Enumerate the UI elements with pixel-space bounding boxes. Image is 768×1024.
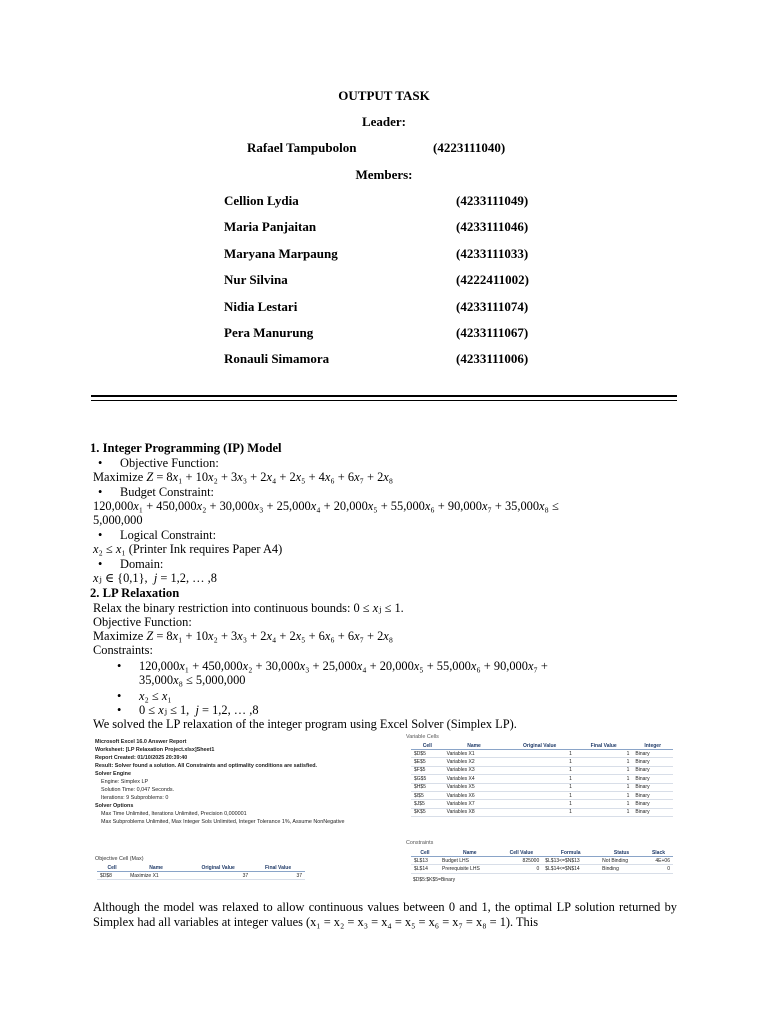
leader-nim: (4223111040) (433, 140, 506, 155)
lp-budget-coef: 35,000 (139, 673, 174, 687)
option-line: Max Time Unlimited, Iterations Unlimited, Precision 0,000001 (101, 811, 247, 817)
table-row (411, 808, 673, 816)
domain-set: ∈ {0,1}, (101, 571, 148, 585)
table-cell: 1 (575, 800, 633, 808)
table-cell: 1 (575, 758, 633, 766)
section-heading: 2. LP Relaxation (90, 586, 180, 600)
table-cell: 1 (504, 800, 574, 808)
table-cell: Binary (632, 750, 673, 758)
bullet-logical: Logical Constraint: (120, 528, 217, 542)
leader-label: Leader: (361, 114, 407, 129)
engine-value: Engine: Simplex LP (101, 779, 149, 785)
bullet-dot-icon: • (98, 485, 103, 499)
column-header: Original Value (504, 742, 574, 750)
constraints-table (411, 849, 673, 874)
table-cell: 1 (575, 808, 633, 816)
table-row (411, 857, 673, 865)
column-header: Original Value (185, 864, 251, 872)
column-header: Formula (542, 849, 599, 857)
member-nim: (4233111067) (456, 325, 529, 340)
report-worksheet: Worksheet: [LP Relaxation Project.xlsx]Sheet1 (95, 747, 215, 753)
column-header: Cell (411, 742, 444, 750)
table-cell: Variables X3 (444, 766, 505, 774)
table-cell: Prerequisite LHS (439, 865, 501, 873)
column-header: Status (599, 849, 644, 857)
lp-budget-constraint: 120,000x₁ + 450,000x₂ + 30,000x₃ + 25,000x₄ + 20,000x₅ + 55,000x₆ + 90,000x₇ + (139, 659, 548, 673)
table-cell: $K$5 (411, 808, 444, 816)
column-header: Name (439, 849, 501, 857)
column-header: Final Value (575, 742, 633, 750)
table-row (411, 800, 673, 808)
budget-constraint: 120,000x₁ + 450,000x₂ + 30,000x₃ + 25,000x₄ + 20,000x₅ + 55,000x₆ + 90,000x₇ + 35,000x₈ ≤ (93, 499, 559, 513)
member-nim: (4233111046) (456, 219, 529, 234)
table-cell: $H$5 (411, 783, 444, 791)
table-cell: $L$14<=$N$14 (542, 865, 599, 873)
table-cell: 37 (251, 872, 305, 880)
document-title: OUTPUT TASK (338, 88, 430, 103)
constraints-label: Constraints: (93, 643, 153, 657)
table-header-row (411, 742, 673, 750)
table-cell: Binary (632, 758, 673, 766)
table-cell: $L$13 (411, 857, 439, 865)
table-cell: Variables X8 (444, 808, 505, 816)
table-cell: 1 (504, 791, 574, 799)
table-header-row (97, 864, 305, 872)
table-cell: Variables X7 (444, 800, 505, 808)
table-cell: $D$8 (97, 872, 127, 880)
table-cell: 1 (504, 766, 574, 774)
variable-cells-table (411, 742, 673, 817)
relax-label: Relax the binary restriction into continuous bounds: (93, 601, 354, 615)
member-name: Cellion Lydia (224, 193, 299, 208)
member-name: Pera Manurung (224, 325, 314, 340)
solver-note: We solved the LP relaxation of the integer program using Excel Solver (Simplex LP). (93, 717, 517, 731)
relax-text: Relax the binary restriction into continuous bounds: 0 ≤ xⱼ ≤ 1. (93, 601, 404, 615)
lp-budget-tail: 35,000x₈ ≤ 5,000,000 (139, 673, 246, 687)
objective-function-lp: Maximize Z = 8x₁ + 10x₂ + 3x₃ + 2x₄ + 2x₅ + 6x₆ + 6x₇ + 2x₈ (93, 629, 394, 643)
conclusion-paragraph: Although the model was relaxed to allow continuous values between 0 and 1, the optimal LP solution returned by Simplex had all variables at integer values (x₁ = x₂ = x₃ = x₄ = x₅ = x₆ = x₇ = x₈ = 1). This (93, 900, 677, 929)
iterations: Iterations: 9 Subproblems: 0 (101, 795, 169, 801)
lp-bounds: 0 ≤ xⱼ ≤ 1, j = 1,2, … ,8 (139, 703, 259, 717)
table-cell: Binding (599, 865, 644, 873)
table-cell: 1 (575, 775, 633, 783)
members-label: Members: (355, 167, 413, 182)
table-cell: $E$5 (411, 758, 444, 766)
report-result: Result: Solver found a solution. All Constraints and optimality conditions are satisfied. (95, 763, 318, 769)
report-created: Report Created: 01/10/2025 20:39:40 (95, 755, 188, 761)
solver-answer-report-image (93, 737, 403, 889)
table-row (411, 865, 673, 873)
table-cell: Binary (632, 783, 673, 791)
lp-budget-end: ≤ 5,000,000 (182, 673, 246, 687)
report-title: Microsoft Excel 16.0 Answer Report (95, 739, 187, 745)
table-cell: $L$14 (411, 865, 439, 873)
bullet-dot-icon: • (117, 703, 122, 717)
table-cell: Binary (632, 766, 673, 774)
member-name: Ronauli Simamora (224, 351, 330, 366)
column-header: Integer (632, 742, 673, 750)
lp-logical-constraint: x₂ ≤ x₁ (139, 689, 172, 703)
objective-label: Objective Function: (93, 615, 192, 629)
member-nim: (4233111033) (456, 246, 529, 261)
table-cell: Binary (632, 791, 673, 799)
table-cell: 0 (501, 865, 543, 873)
bullet-objective: Objective Function: (120, 456, 219, 470)
table-cell: Variables X6 (444, 791, 505, 799)
column-header: Name (127, 864, 185, 872)
leader-name: Rafael Tampubolon (247, 140, 357, 155)
logical-note: (Printer Ink requires Paper A4) (125, 542, 283, 556)
table-row (411, 758, 673, 766)
table-cell: 1 (575, 791, 633, 799)
table-cell: Not Binding (599, 857, 644, 865)
bullet-dot-icon: • (98, 557, 103, 571)
table-cell: $D$5 (411, 750, 444, 758)
table-row (411, 791, 673, 799)
table-cell: $J$5 (411, 800, 444, 808)
table-cell: 1 (504, 808, 574, 816)
engine-label: Solver Engine (95, 771, 131, 777)
domain-range: = 1,2, … ,8 (157, 571, 217, 585)
member-name: Maria Panjaitan (224, 219, 317, 234)
table-cell: $G$5 (411, 775, 444, 783)
table-cell: Budget LHS (439, 857, 501, 865)
budget-limit: 5,000,000 (93, 513, 143, 527)
logical-constraint: x₂ ≤ x₁ (Printer Ink requires Paper A4) (93, 542, 283, 556)
table-row (411, 775, 673, 783)
table-cell: 1 (575, 750, 633, 758)
objective-function: Maximize Z = 8x₁ + 10x₂ + 3x₃ + 2x₄ + 2x₅ + 4x₆ + 6x₇ + 2x₈ (93, 470, 394, 484)
table-cell: $I$5 (411, 791, 444, 799)
member-nim: (4233111074) (456, 299, 529, 314)
column-header: Name (444, 742, 505, 750)
solution-time: Solution Time: 0,047 Seconds. (101, 787, 175, 793)
options-label: Solver Options (95, 803, 134, 809)
constraints-table-label: Constraints (406, 840, 434, 846)
table-cell: Binary (632, 775, 673, 783)
member-name: Nur Silvina (224, 272, 288, 287)
table-cell: Variables X4 (444, 775, 505, 783)
table-cell: Variables X2 (444, 758, 505, 766)
bullet-domain: Domain: (120, 557, 164, 571)
member-nim: (4233111049) (456, 193, 529, 208)
table-row (411, 750, 673, 758)
table-cell: 825000 (501, 857, 543, 865)
objective-cell-label: Objective Cell (Max) (95, 856, 144, 862)
table-cell: 1 (575, 766, 633, 774)
table-cell: 1 (504, 750, 574, 758)
column-header: Cell (97, 864, 127, 872)
domain-constraint: xⱼ ∈ {0,1}, j = 1,2, … ,8 (93, 571, 217, 585)
bullet-dot-icon: • (98, 528, 103, 542)
table-cell: Variables X5 (444, 783, 505, 791)
option-line: Max Subproblems Unlimited, Max Integer Sols Unlimited, Integer Tolerance 1%, Assume NonNegative (101, 819, 345, 825)
column-header: Final Value (251, 864, 305, 872)
table-cell: 1 (504, 783, 574, 791)
binary-constraint: $D$5:$K$5=Binary (413, 877, 456, 883)
table-cell: Maximize X1 (127, 872, 185, 880)
maximize-label: Maximize (93, 470, 147, 484)
table-cell: 4E+06 (644, 857, 673, 865)
member-nim: (4222411002) (456, 272, 529, 287)
table-row (97, 872, 305, 880)
member-nim: (4233111006) (456, 351, 529, 366)
table-cell: Variables X1 (444, 750, 505, 758)
table-cell: 1 (504, 775, 574, 783)
table-header-row (411, 849, 673, 857)
bullet-budget: Budget Constraint: (120, 485, 214, 499)
table-cell: 1 (575, 783, 633, 791)
member-name: Maryana Marpaung (224, 246, 338, 261)
bullet-dot-icon: • (117, 659, 122, 673)
section-heading: 1. Integer Programming (IP) Model (90, 441, 282, 455)
table-cell: $F$5 (411, 766, 444, 774)
table-row (411, 783, 673, 791)
table-cell: $L$13<=$N$13 (542, 857, 599, 865)
table-cell: 0 (644, 865, 673, 873)
table-row (411, 766, 673, 774)
table-cell: 37 (185, 872, 251, 880)
bullet-dot-icon: • (98, 456, 103, 470)
column-header: Cell (411, 849, 439, 857)
table-cell: Binary (632, 800, 673, 808)
solver-tables-image (405, 733, 673, 889)
divider-thick (91, 395, 677, 397)
variable-cells-label: Variable Cells (406, 734, 439, 740)
divider-thin (91, 400, 677, 401)
table-cell: 1 (504, 758, 574, 766)
table-cell: Binary (632, 808, 673, 816)
column-header: Cell Value (501, 849, 543, 857)
maximize-label: Maximize (93, 629, 147, 643)
column-header: Slack (644, 849, 673, 857)
objective-table (97, 864, 305, 880)
member-name: Nidia Lestari (224, 299, 298, 314)
bullet-dot-icon: • (117, 689, 122, 703)
